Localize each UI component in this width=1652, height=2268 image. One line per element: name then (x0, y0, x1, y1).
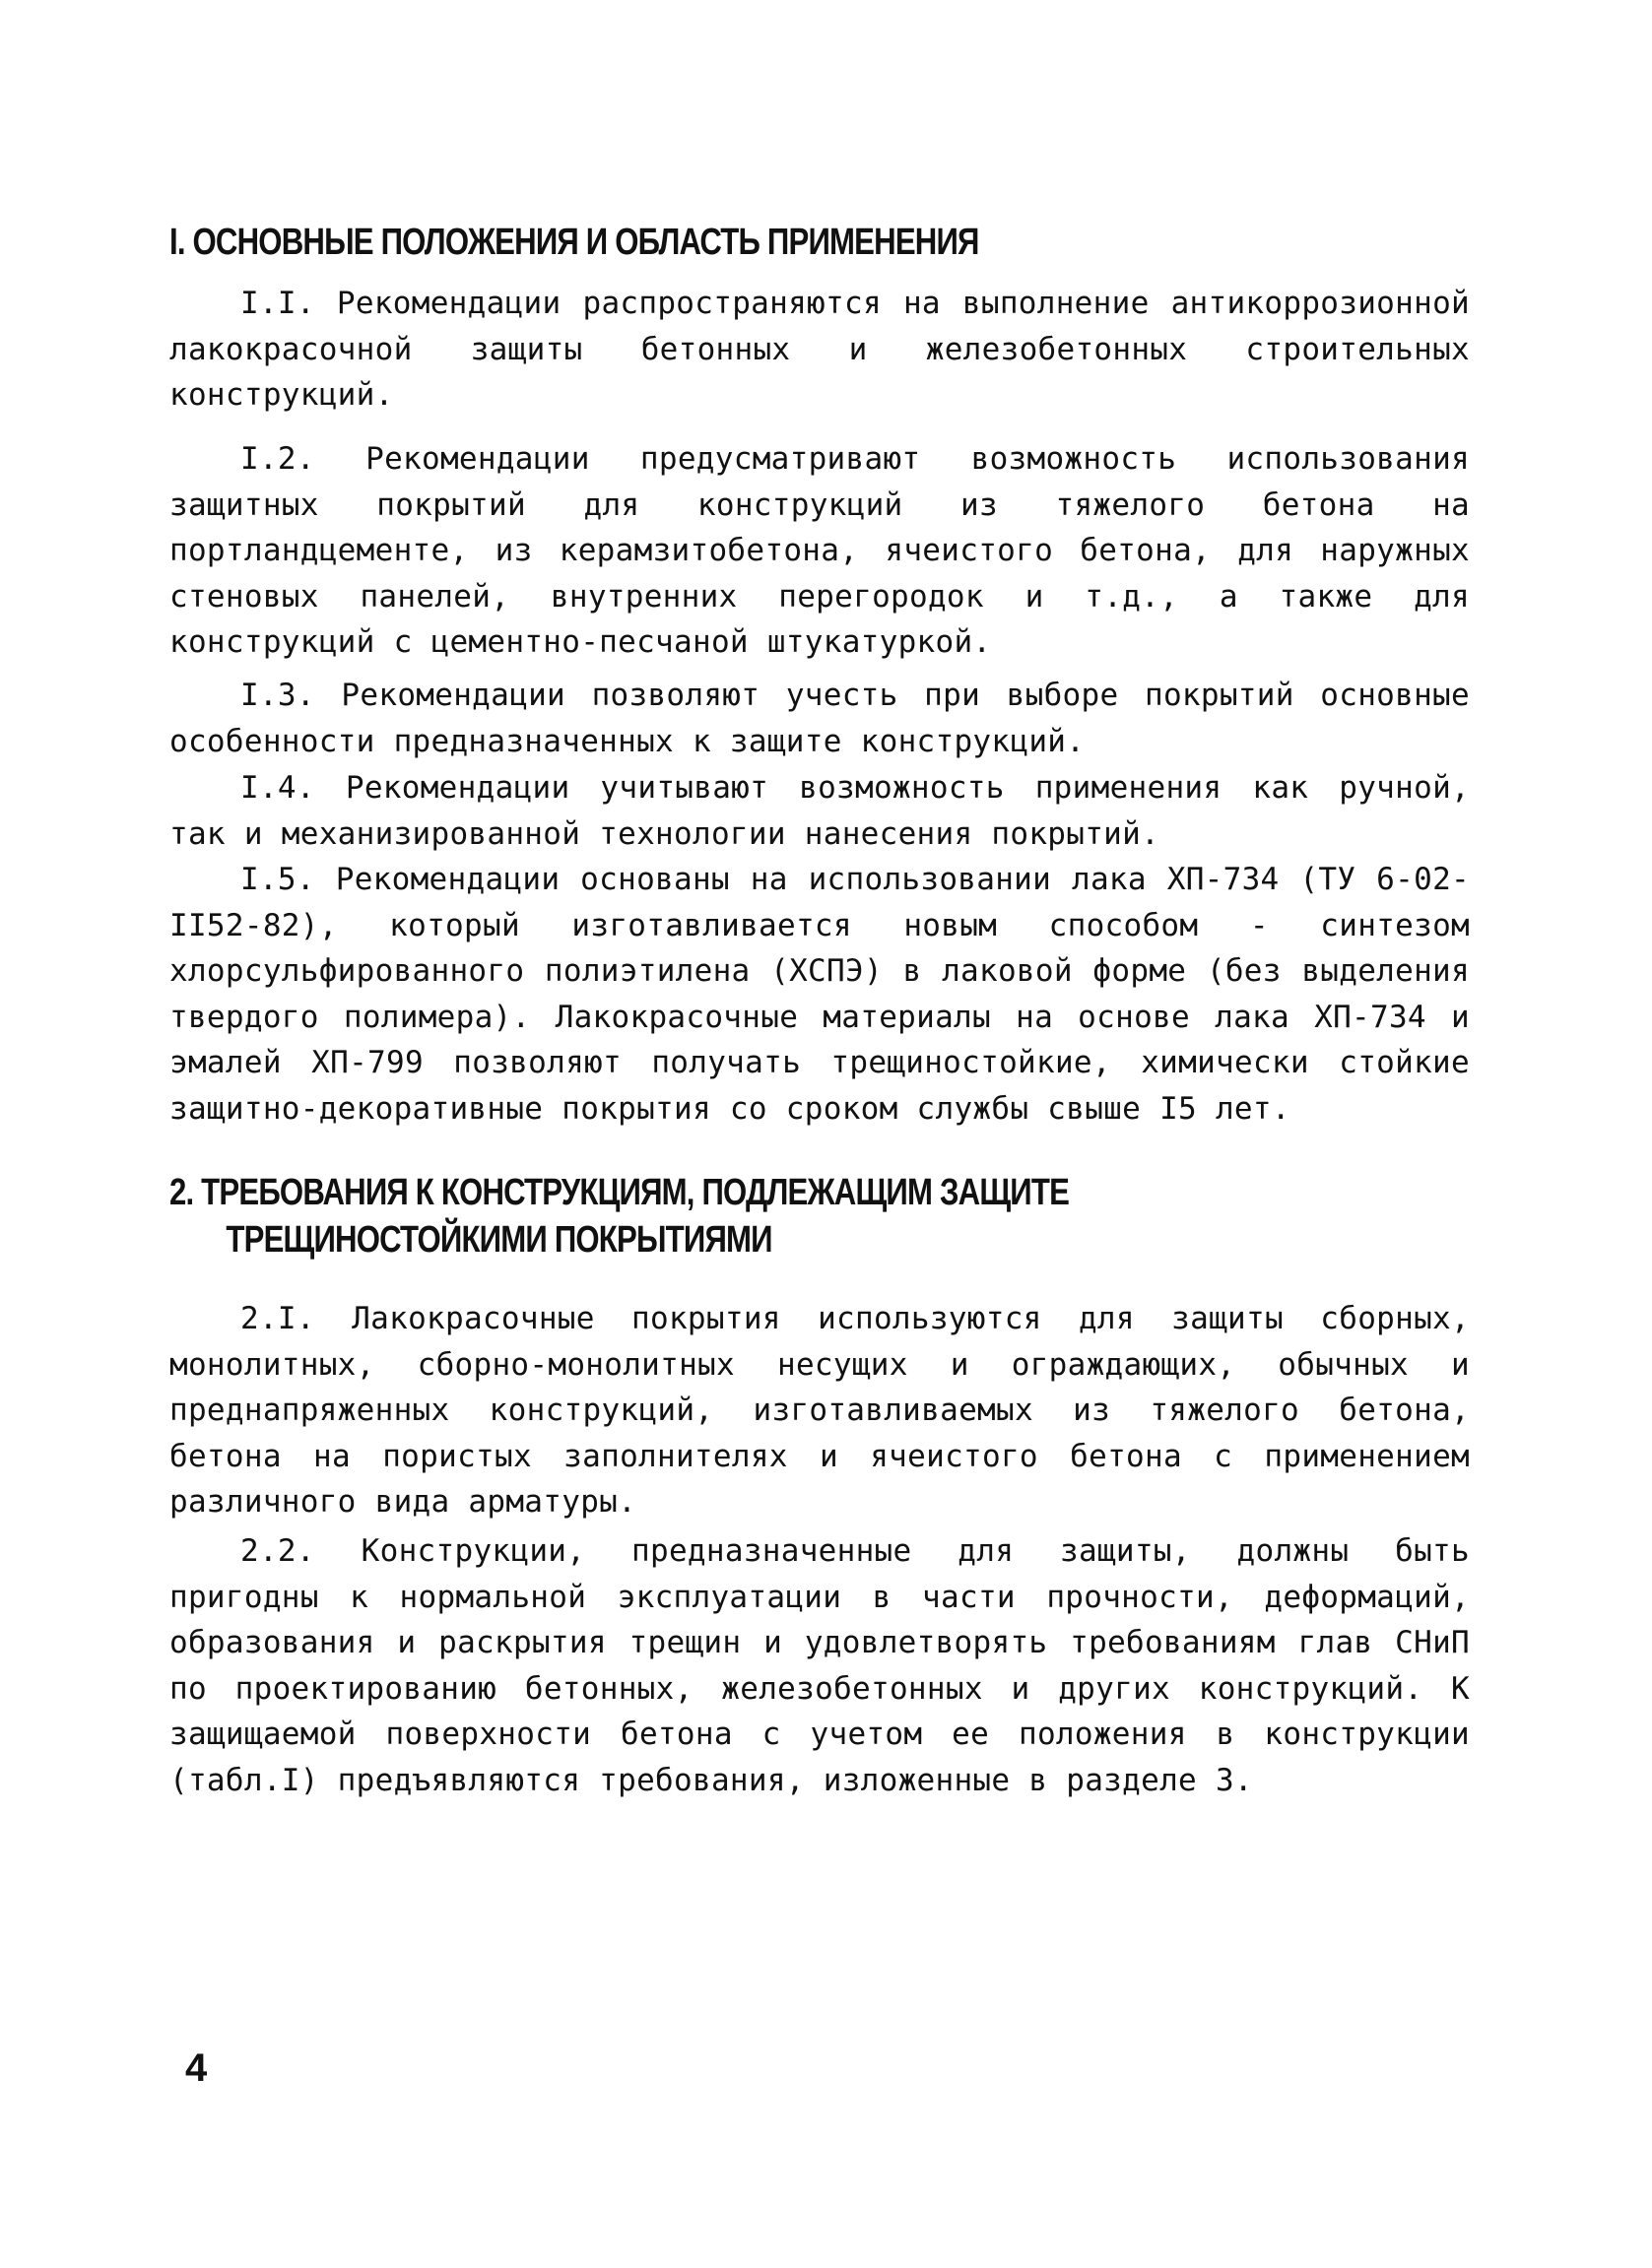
paragraph-2-2: 2.2. Конструкции, предназначенные для защиты, должны быть пригодны к нормальной эксплуатации в части прочности, деформаций, образования и раскрытия трещин и удовлетворять требованиям глав СНиП по проектированию бетонных, железобетонных и других конструкций. К защищаемой поверхности бетона с учетом ее положения в конструкции (табл.I) предъявляются требования, изложенные в разделе 3. (169, 1533, 1470, 1798)
paragraph-1-1: I.I. Рекомендации распространяются на выполнение антикоррозионной лакокрасочной защиты бетонных и железобетонных строительных конструкций. (169, 286, 1470, 414)
section-2-heading-line2: ТРЕЩИНОСТОЙКИМИ ПОКРЫТИЯМИ (226, 1219, 772, 1261)
section-2-heading-line1: 2. ТРЕБОВАНИЯ К КОНСТРУКЦИЯМ, ПОДЛЕЖАЩИМ ЗАЩИТЕ (169, 1172, 1070, 1213)
paragraph-1-2: I.2. Рекомендации предусматривают возможность использования защитных покрытий для конструкций из тяжелого бетона на портландцементе, из керамзитобетона, ячеистого бетона, для наружных стеновых панелей, внутренних перегородок и т.д., а также для конструкций с цементно-песчаной штукатуркой. (169, 441, 1470, 661)
paragraph-1-5: I.5. Рекомендации основаны на использовании лака ХП-734 (ТУ 6-02-II52-82), который изготавливается новым способом - синтезом хлорсульфированного полиэтилена (ХСПЭ) в лаковой форме (без выделения твердого полимера). Лакокрасочные материалы на основе лака ХП-734 и эмалей ХП-799 позволяют получать трещиностойкие, химически стойкие защитно-декоративные покрытия со сроком службы свыше I5 лет. (169, 862, 1470, 1127)
paragraph-1-4: I.4. Рекомендации учитывают возможность применения как ручной, так и механизированной технологии нанесения покрытий. (169, 770, 1470, 852)
section-2-heading (169, 1169, 1069, 1264)
paragraph-2-1: 2.I. Лакокрасочные покрытия используются для защиты сборных, монолитных, сборно-монолитных несущих и ограждающих, обычных и преднапряженных конструкций, изготавливаемых из тяжелого бетона, бетона на пористых заполнителях и ячеистого бетона с применением различного вида арматуры. (169, 1301, 1470, 1521)
section-1-heading: I. ОСНОВНЫЕ ПОЛОЖЕНИЯ И ОБЛАСТЬ ПРИМЕНЕНИЯ (169, 222, 979, 263)
page-number: 4 (185, 2046, 208, 2090)
paragraph-1-3: I.3. Рекомендации позволяют учесть при выборе покрытий основные особенности предназначенных к защите конструкций. (169, 678, 1470, 759)
